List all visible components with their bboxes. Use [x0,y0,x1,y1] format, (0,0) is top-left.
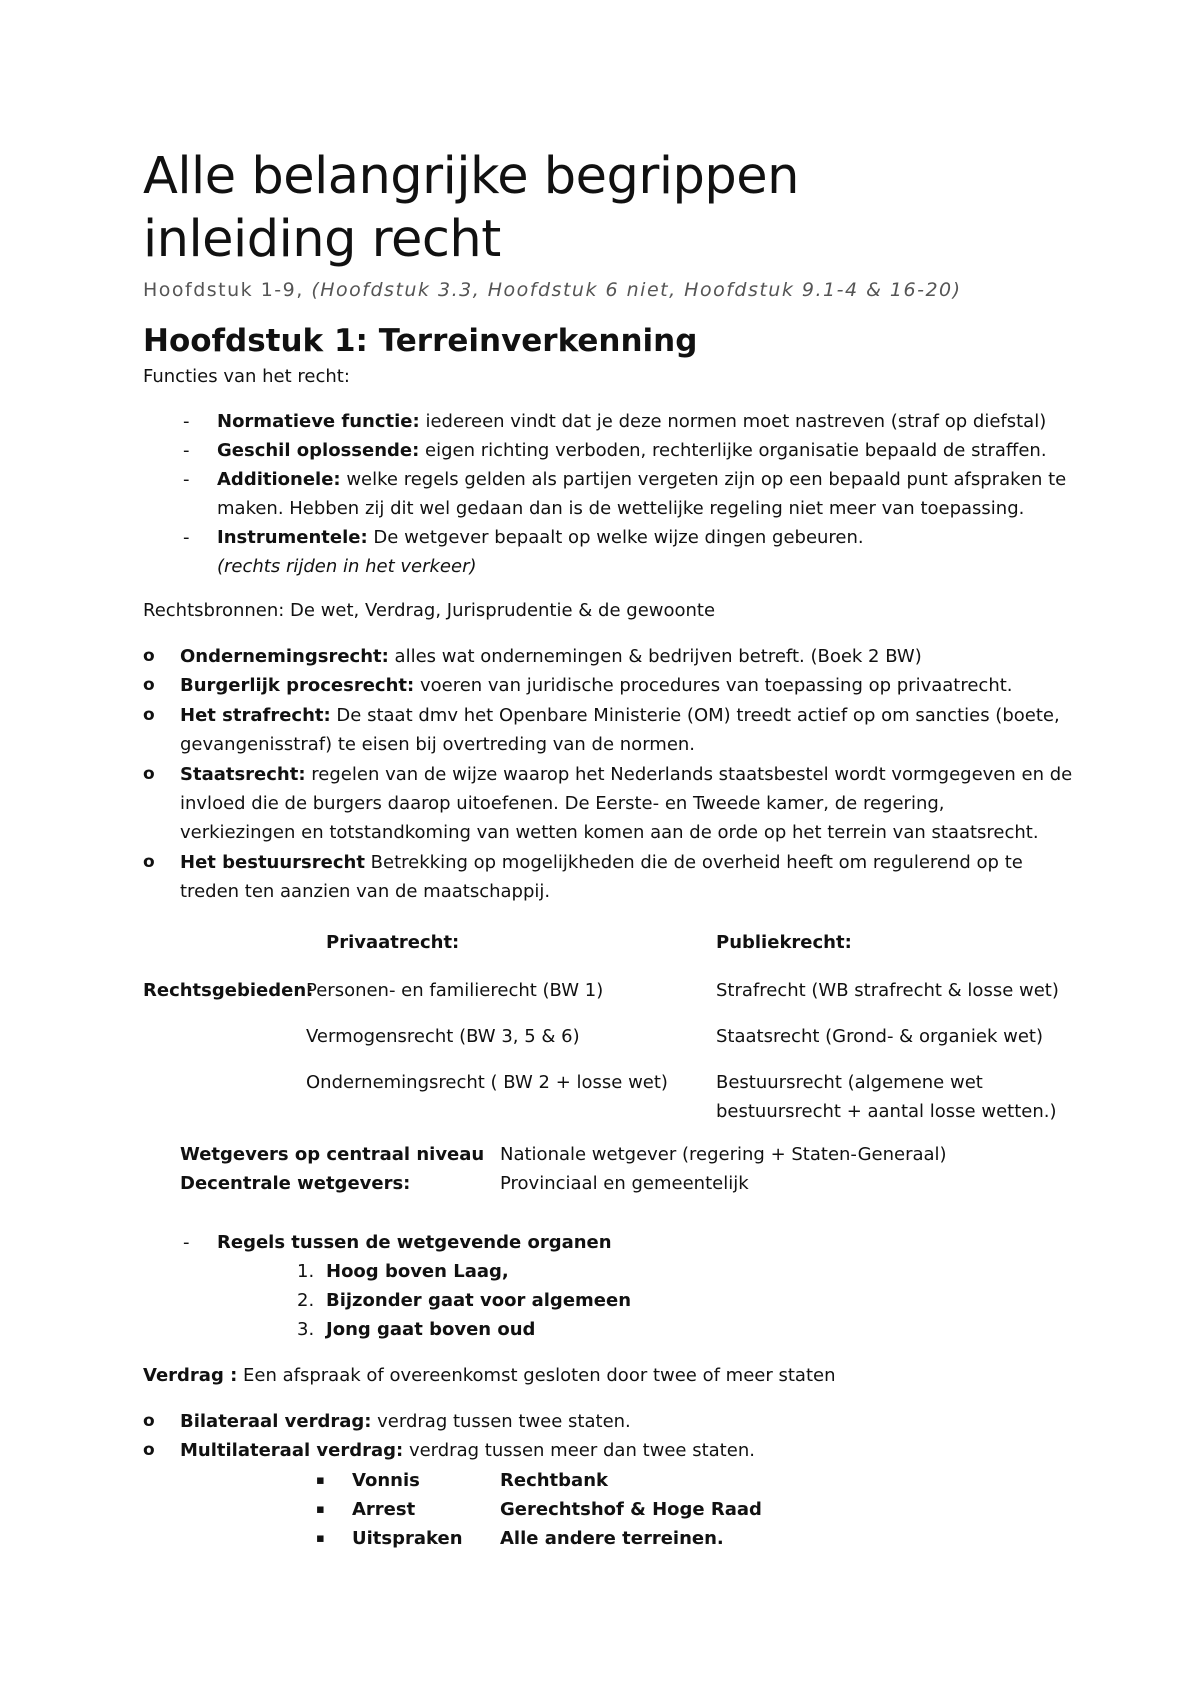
square-bullet: ▪ [316,1473,325,1488]
table-cell: Vermogensrecht (BW 3, 5 & 6) [306,1026,580,1047]
term: Staatsrecht: [180,764,306,785]
uitspraak-term: Vonnis [352,1470,420,1491]
term: Geschil oplossende: [217,440,420,461]
list-item [180,1436,755,1465]
list-item: Jong gaat boven oud [326,1319,536,1340]
list-item [217,407,1046,436]
dash-bullet: - [183,1232,190,1253]
table-cell-continuation: bestuursrecht + aantal losse wetten.) [716,1101,1057,1122]
circle-bullet: o [143,764,155,784]
list-item [180,848,1023,877]
list-number: 2. [297,1290,315,1311]
list-item [180,701,1060,730]
functies-intro: Functies van het recht: [143,366,350,387]
dash-bullet: - [183,527,190,548]
definition: iedereen vindt dat je deze normen moet nastreven (straf op diefstal) [419,411,1047,432]
verdrag-definition [143,1361,836,1390]
uitspraak-value: Rechtbank [500,1470,608,1491]
dash-bullet: - [183,440,190,461]
list-item-continuation: gevangenisstraf) te eisen bij overtreding van de normen. [180,734,696,755]
list-item [180,1407,631,1436]
definition: verdrag tussen twee staten. [371,1411,631,1432]
list-item [180,671,1013,700]
square-bullet: ▪ [316,1531,325,1546]
table-cell: Bestuursrecht (algemene wet [716,1072,983,1093]
wetgevers-label: Wetgevers op centraal niveau [180,1144,485,1165]
list-item-continuation: verkiezingen en totstandkoming van wetten komen aan de orde op het terrein van staatsrecht. [180,822,1039,843]
wetgevers-value: Nationale wetgever (regering + Staten-Generaal) [500,1144,947,1165]
uitspraak-value: Gerechtshof & Hoge Raad [500,1499,762,1520]
circle-bullet: o [143,852,155,872]
chapter-heading: Hoofdstuk 1: Terreinverkenning [143,323,698,359]
term: Multilateraal verdrag: [180,1440,404,1461]
list-item [180,642,922,671]
term: Additionele: [217,469,341,490]
list-item [217,465,1066,494]
subtitle [143,279,962,301]
wetgevers-label: Decentrale wetgevers: [180,1173,411,1194]
circle-bullet: o [143,1440,155,1460]
table-cell: Strafrecht (WB strafrecht & losse wet) [716,980,1059,1001]
list-item [217,523,864,552]
title-line-2: inleiding recht [143,210,501,269]
list-item [217,436,1047,465]
table-cell: Staatsrecht (Grond- & organiek wet) [716,1026,1043,1047]
dash-bullet: - [183,469,190,490]
table-cell: Ondernemingsrecht ( BW 2 + losse wet) [306,1072,668,1093]
definition: voeren van juridische procedures van toepassing op privaatrecht. [414,675,1013,696]
circle-bullet: o [143,646,155,666]
wetgevers-value: Provinciaal en gemeentelijk [500,1173,749,1194]
definition: verdrag tussen meer dan twee staten. [403,1440,755,1461]
list-item [180,760,1072,789]
square-bullet: ▪ [316,1502,325,1517]
term: Verdrag : [143,1365,238,1386]
regels-title: Regels tussen de wetgevende organen [217,1232,612,1253]
table-row-label: Rechtsgebieden: [143,980,314,1001]
list-item-continuation: (rechts rijden in het verkeer) [217,556,477,577]
title-line-1: Alle belangrijke begrippen [143,147,800,206]
list-item: Bijzonder gaat voor algemeen [326,1290,632,1311]
table-header-privaat: Privaatrecht: [326,932,460,953]
list-item-continuation: maken. Hebben zij dit wel gedaan dan is de wettelijke regeling niet meer van toepassing. [217,498,1025,519]
circle-bullet: o [143,675,155,695]
list-number: 3. [297,1319,315,1340]
term: Burgerlijk procesrecht: [180,675,415,696]
circle-bullet: o [143,1411,155,1431]
definition: alles wat ondernemingen & bedrijven betreft. (Boek 2 BW) [388,646,922,667]
definition: regelen van de wijze waarop het Nederlands staatsbestel wordt vormgegeven en de [305,764,1073,785]
definition: Een afspraak of overeenkomst gesloten door twee of meer staten [237,1365,836,1386]
term: Het strafrecht: [180,705,331,726]
list-item: Hoog boven Laag, [326,1261,509,1282]
list-number: 1. [297,1261,315,1282]
term: Instrumentele: [217,527,368,548]
definition: De wetgever bepaalt op welke wijze dingen gebeuren. [367,527,864,548]
definition: Betrekking op mogelijkheden die de overheid heeft om regulerend op te [364,852,1023,873]
subtitle-plain: Hoofdstuk 1-9, [143,279,304,301]
uitspraak-value: Alle andere terreinen. [500,1528,724,1549]
subtitle-italic: (Hoofdstuk 3.3, Hoofdstuk 6 niet, Hoofdstuk 9.1-4 & 16-20) [311,279,962,301]
uitspraak-term: Arrest [352,1499,416,1520]
dash-bullet: - [183,411,190,432]
definition: De staat dmv het Openbare Ministerie (OM) treedt actief op om sancties (boete, [330,705,1060,726]
definition: welke regels gelden als partijen vergeten zijn op een bepaald punt afspraken te [340,469,1067,490]
table-cell: Personen- en familierecht (BW 1) [306,980,604,1001]
list-item-continuation: invloed die de burgers daarop uitoefenen. De Eerste- en Tweede kamer, de regering, [180,793,945,814]
term: Ondernemingsrecht: [180,646,389,667]
table-header-publiek: Publiekrecht: [716,932,852,953]
uitspraak-term: Uitspraken [352,1528,463,1549]
definition: eigen richting verboden, rechterlijke organisatie bepaald de straffen. [419,440,1047,461]
circle-bullet: o [143,705,155,725]
term: Bilateraal verdrag: [180,1411,372,1432]
term: Normatieve functie: [217,411,420,432]
rechtsbronnen: Rechtsbronnen: De wet, Verdrag, Jurisprudentie & de gewoonte [143,600,716,621]
term: Het bestuursrecht [180,852,365,873]
list-item-continuation: treden ten aanzien van de maatschappij. [180,881,551,902]
